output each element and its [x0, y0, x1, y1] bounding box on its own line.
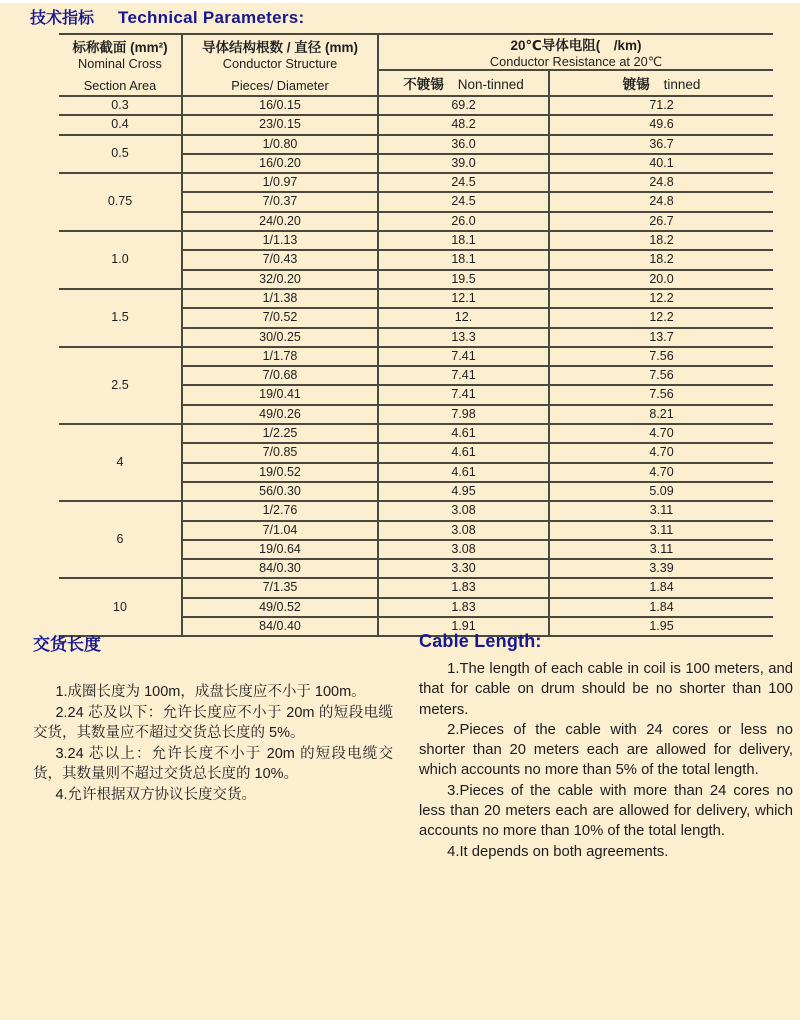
tinned-resistance-cell: 24.8 [549, 192, 773, 211]
delivery-item-en: 4.It depends on both agreements. [447, 843, 669, 860]
header-col1-en1: Nominal Cross [78, 56, 162, 71]
header-col2-zh: 导体结构根数 / 直径 (mm) [201, 40, 358, 55]
header-tinned-zh: 镀锡 [622, 77, 650, 92]
page-title-en: Technical Parameters: [118, 8, 305, 27]
structure-cell: 1/1.78 [182, 347, 378, 366]
structure-cell: 16/0.20 [182, 154, 378, 173]
header-tinned-en: tinned [663, 77, 701, 92]
tinned-resistance-cell: 71.2 [549, 96, 773, 115]
tinned-resistance-cell: 26.7 [549, 212, 773, 231]
non-tinned-resistance-cell: 18.1 [378, 231, 549, 250]
table-row [59, 424, 773, 443]
structure-cell: 19/0.41 [182, 385, 378, 404]
header-conductor-resistance-group [378, 34, 773, 70]
structure-cell: 7/0.52 [182, 308, 378, 327]
delivery-heading-en: Cable Length: [419, 631, 542, 651]
tinned-resistance-cell: 3.11 [549, 540, 773, 559]
non-tinned-resistance-cell: 1.91 [378, 617, 549, 636]
structure-cell: 56/0.30 [182, 482, 378, 501]
technical-parameters-table [59, 33, 773, 637]
nominal-section-cell: 0.75 [59, 173, 182, 231]
non-tinned-resistance-cell: 4.61 [378, 463, 549, 482]
nominal-section-cell: 6 [59, 501, 182, 578]
delivery-item-en: 3.Pieces of the cable with more than 24 cores no less than 20 meters each are allowed for delivery, which accounts no more than 10% of the total length. [419, 782, 793, 840]
non-tinned-resistance-cell: 7.98 [378, 405, 549, 424]
page-title [30, 5, 304, 28]
header-tinned [549, 70, 773, 96]
header-non-tinned [378, 70, 549, 96]
tinned-resistance-cell: 18.2 [549, 231, 773, 250]
delivery-body-zh [33, 682, 393, 805]
structure-cell: 16/0.15 [182, 96, 378, 115]
tinned-resistance-cell: 12.2 [549, 308, 773, 327]
table-row [59, 96, 773, 115]
structure-cell: 1/0.97 [182, 173, 378, 192]
structure-cell: 7/0.43 [182, 250, 378, 269]
tinned-resistance-cell: 7.56 [549, 366, 773, 385]
top-white-strip [0, 0, 800, 3]
structure-cell: 7/0.37 [182, 192, 378, 211]
tinned-resistance-cell: 18.2 [549, 250, 773, 269]
delivery-item-zh: 2.24 芯及以下：允许长度应不小于 20m 的短段电缆交货，其数量应不超过交货总长度的 5%。 [33, 704, 393, 741]
header-group-en: Conductor Resistance at 20℃ [489, 54, 663, 69]
tinned-resistance-cell: 1.95 [549, 617, 773, 636]
nominal-section-cell: 0.4 [59, 115, 182, 134]
nominal-section-cell: 0.3 [59, 96, 182, 115]
tinned-resistance-cell: 12.2 [549, 289, 773, 308]
table-body [59, 96, 773, 636]
tinned-resistance-cell: 3.11 [549, 521, 773, 540]
header-non-tinned-en: Non-tinned [457, 77, 524, 92]
non-tinned-resistance-cell: 4.61 [378, 443, 549, 462]
structure-cell: 7/1.35 [182, 578, 378, 597]
table-row [59, 173, 773, 192]
non-tinned-resistance-cell: 4.61 [378, 424, 549, 443]
table-row [59, 347, 773, 366]
tinned-resistance-cell: 5.09 [549, 482, 773, 501]
tinned-resistance-cell: 4.70 [549, 443, 773, 462]
non-tinned-resistance-cell: 7.41 [378, 366, 549, 385]
structure-cell: 7/0.68 [182, 366, 378, 385]
table-row [59, 135, 773, 154]
structure-cell: 1/1.38 [182, 289, 378, 308]
table-row [59, 578, 773, 597]
header-col2-en2: Pieces/ Diameter [231, 78, 329, 93]
non-tinned-resistance-cell: 24.5 [378, 173, 549, 192]
tinned-resistance-cell: 40.1 [549, 154, 773, 173]
tinned-resistance-cell: 24.8 [549, 173, 773, 192]
structure-cell: 32/0.20 [182, 270, 378, 289]
non-tinned-resistance-cell: 48.2 [378, 115, 549, 134]
structure-cell: 1/2.76 [182, 501, 378, 520]
tinned-resistance-cell: 4.70 [549, 463, 773, 482]
structure-cell: 1/0.80 [182, 135, 378, 154]
non-tinned-resistance-cell: 12.1 [378, 289, 549, 308]
structure-cell: 24/0.20 [182, 212, 378, 231]
non-tinned-resistance-cell: 26.0 [378, 212, 549, 231]
header-col2-en1: Conductor Structure [222, 56, 338, 71]
tinned-resistance-cell: 49.6 [549, 115, 773, 134]
nominal-section-cell: 0.5 [59, 135, 182, 174]
delivery-length-section-zh [33, 630, 393, 805]
nominal-section-cell: 1.0 [59, 231, 182, 289]
non-tinned-resistance-cell: 24.5 [378, 192, 549, 211]
tinned-resistance-cell: 7.56 [549, 347, 773, 366]
non-tinned-resistance-cell: 7.41 [378, 347, 549, 366]
page-title-zh: 技术指标 [30, 10, 95, 27]
cable-length-section-en [419, 631, 793, 862]
structure-cell: 19/0.52 [182, 463, 378, 482]
nominal-section-cell: 10 [59, 578, 182, 636]
tinned-resistance-cell: 3.11 [549, 501, 773, 520]
delivery-item-zh: 1.成圈长度为 100m，成盘长度应不小于 100m。 [55, 684, 366, 700]
delivery-item-zh: 3.24 芯以上：允许长度不小于 20m 的短段电缆交货，其数量则不超过交货总长度的 10%。 [33, 745, 393, 782]
header-conductor-structure [182, 34, 378, 96]
header-non-tinned-zh: 不镀锡 [403, 77, 444, 92]
structure-cell: 30/0.25 [182, 328, 378, 347]
nominal-section-cell: 1.5 [59, 289, 182, 347]
tinned-resistance-cell: 4.70 [549, 424, 773, 443]
non-tinned-resistance-cell: 18.1 [378, 250, 549, 269]
structure-cell: 7/0.85 [182, 443, 378, 462]
delivery-item-en: 2.Pieces of the cable with 24 cores or less no shorter than 20 meters each are allowed for delivery, which accounts no more than 5% of the total length. [419, 721, 793, 779]
tinned-resistance-cell: 1.84 [549, 598, 773, 617]
header-group-zh: 20℃导体电阻( /km) [510, 38, 642, 53]
header-nominal-cross-section [59, 34, 182, 96]
tinned-resistance-cell: 13.7 [549, 328, 773, 347]
non-tinned-resistance-cell: 19.5 [378, 270, 549, 289]
non-tinned-resistance-cell: 1.83 [378, 598, 549, 617]
table-row [59, 501, 773, 520]
non-tinned-resistance-cell: 3.08 [378, 540, 549, 559]
non-tinned-resistance-cell: 69.2 [378, 96, 549, 115]
structure-cell: 84/0.40 [182, 617, 378, 636]
structure-cell: 49/0.26 [182, 405, 378, 424]
non-tinned-resistance-cell: 1.83 [378, 578, 549, 597]
structure-cell: 1/2.25 [182, 424, 378, 443]
table-row [59, 289, 773, 308]
non-tinned-resistance-cell: 36.0 [378, 135, 549, 154]
delivery-heading-zh: 交货长度 [33, 635, 101, 654]
non-tinned-resistance-cell: 3.08 [378, 521, 549, 540]
structure-cell: 1/1.13 [182, 231, 378, 250]
table-row [59, 231, 773, 250]
delivery-body-en [419, 659, 793, 862]
delivery-item-zh: 4.允许根据双方协议长度交货。 [55, 786, 257, 803]
tinned-resistance-cell: 36.7 [549, 135, 773, 154]
non-tinned-resistance-cell: 7.41 [378, 385, 549, 404]
tinned-resistance-cell: 20.0 [549, 270, 773, 289]
nominal-section-cell: 2.5 [59, 347, 182, 424]
non-tinned-resistance-cell: 4.95 [378, 482, 549, 501]
structure-cell: 84/0.30 [182, 559, 378, 578]
delivery-item-en: 1.The length of each cable in coil is 100 meters, and that for cable on drum should be no shorter than 100 meters. [419, 661, 793, 718]
header-col1-zh: 标称截面 (mm²) [72, 40, 168, 55]
header-col1-en2: Section Area [83, 78, 157, 93]
non-tinned-resistance-cell: 39.0 [378, 154, 549, 173]
structure-cell: 19/0.64 [182, 540, 378, 559]
non-tinned-resistance-cell: 12. [378, 308, 549, 327]
tinned-resistance-cell: 8.21 [549, 405, 773, 424]
non-tinned-resistance-cell: 3.08 [378, 501, 549, 520]
tinned-resistance-cell: 1.84 [549, 578, 773, 597]
structure-cell: 7/1.04 [182, 521, 378, 540]
nominal-section-cell: 4 [59, 424, 182, 501]
structure-cell: 49/0.52 [182, 598, 378, 617]
tinned-resistance-cell: 3.39 [549, 559, 773, 578]
table-row [59, 115, 773, 134]
non-tinned-resistance-cell: 3.30 [378, 559, 549, 578]
non-tinned-resistance-cell: 13.3 [378, 328, 549, 347]
tinned-resistance-cell: 7.56 [549, 385, 773, 404]
header-row-main [59, 34, 773, 70]
structure-cell: 23/0.15 [182, 115, 378, 134]
